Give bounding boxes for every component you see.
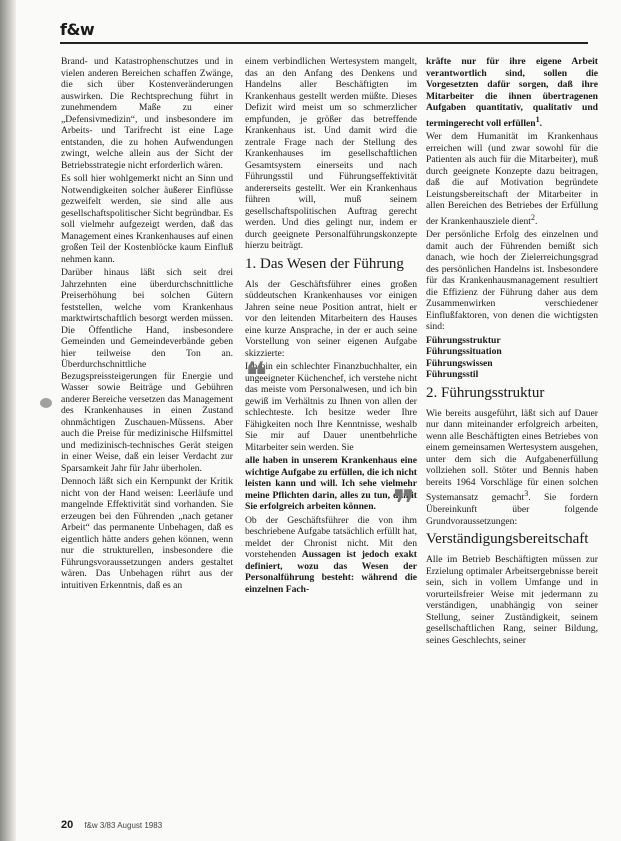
paragraph: Wer dem Humanität im Krankenhaus erreichen will (und zwar sowohl für die Patienten als auch für die Mitarbeiter), muß durch geeignete Konzepte dazu beitragen, daß die auf Motivation begründete Leistungsbereitschaft der Mitarbeiter in allen Bereichen des Betriebes der Erfüllung der Krankenhausziele dient$^2$. xyxy=(426,131,598,227)
paragraph: Als der Geschäftsführer eines großen süddeutschen Krankenhauses vor einigen Jahren seine neue Position antrat, hielt er vor den leitenden Mitarbeitern des Hauses eine kurze Ansprache, in der er auch seine Vorstellung von seiner eigenen Aufgabe skizzierte: xyxy=(245,278,417,359)
page-number: 20 xyxy=(61,819,74,831)
open-quote-icon: ❝ xyxy=(245,354,268,398)
column-2 xyxy=(245,56,417,597)
page-binding-shadow xyxy=(0,0,16,841)
footnote-ref: 2 xyxy=(530,212,535,222)
column-3 xyxy=(426,56,598,648)
factor-list xyxy=(426,335,598,381)
header-rule xyxy=(60,42,588,44)
section-heading: 1. Das Wesen der Führung xyxy=(245,255,404,272)
paragraph-text: . Sie fordern Übereinkunft über folgende Grundvoraussetzungen: xyxy=(426,492,598,527)
paragraph: Dennoch läßt sich ein Kernpunkt der Kritik nicht von der Hand weisen: Leerläufe und mangelnde Effektivität sind vorhanden. Sie erzeugen bei den Führenden „nach getaner Arbeit“ das permanente Unbehagen, daß es eigentlich hätte anders gehen können, wenn nur die strukturellen, insbesondere die Führungsvoraussetzungen anders gestaltet wären. Das Unbehagen rührt aus der intuitiven Erkenntnis, daß es an xyxy=(61,476,233,591)
close-quote-icon: ❞ xyxy=(392,481,415,526)
paragraph-text: Ob der Geschäftsführer die von ihm beschriebene Aufgabe tatsächlich erfüllt hat, meldet der Chronist nicht. Mit den vorstehenden xyxy=(245,514,417,560)
footnote-ref: 1 xyxy=(535,114,540,124)
section-heading: 2. Führungsstruktur xyxy=(426,384,545,401)
subsection-heading: Verständigungsbereitschaft xyxy=(426,531,589,548)
paragraph-text: Wer dem Humanität im Krankenhaus erreichen will (und zwar sowohl für die Patienten als auch für die Mitarbeiter), muß durch geeignete Konzepte dazu beitragen, daß die auf Motivation begründete Leistungsbereitschaft der Mitarbeiter in allen Bereichen des Betriebes der Erfüllung der Krankenhausziele dient xyxy=(426,131,598,227)
pull-quote xyxy=(245,354,417,526)
column-1 xyxy=(61,56,233,593)
paragraph-text-bold: Aussagen ist jedoch exakt definiert, wozu das Wesen der Personalführung besteht: während die einzelnen Fach- xyxy=(245,549,417,595)
paragraph: Brand- und Katastrophenschutzes und in vielen anderen Bereichen schaffen Zwänge, die sich über Kostenveränderungen auswirken. Die Rechtsprechung führt in zunehmendem Maße zu einer „Defensivmedizin“, und insbesondere im Arbeits- und Tarifrecht ist eine Lage entstanden, die zu hohen Aufwendungen zwingt, welche allein aus der Sicht der Betriebsstrategie nicht erforderlich wären. xyxy=(61,56,233,171)
page-footer xyxy=(61,819,162,831)
paragraph-bold: kräfte nur für ihre eigene Arbeit verantwortlich sind, sollen die Vorgesetzten dafür sorgen, daß ihre Mitarbeiter die ihnen übertragenen Aufgaben quantitativ, qualitativ und termingerecht voll erfüllen$^1$. xyxy=(426,56,598,129)
paragraph-text: kräfte nur für ihre eigene Arbeit verantwortlich sind, sollen die Vorgesetzten dafür sorgen, daß ihre Mitarbeiter die ihnen übertragenen Aufgaben quantitativ, qualitativ und termingerecht voll erfüllen xyxy=(426,56,598,129)
quote-text: Ich bin ein schlechter Finanzbuchhalter, ein ungeeigneter Küchenchef, ich verstehe nicht das meiste vom Personalwesen, und ich bin gewiß im Verhältnis zu Ihnen von allen der schlechteste. Ich besitze weder Ihre Fähigkeiten noch Ihre Kenntnisse, weshalb Sie mir auf Dauer unentbehrliche Mitarbeiter sein werden. Sie xyxy=(245,361,417,453)
list-item: Führungssituation xyxy=(426,346,502,358)
paragraph: einem verbindlichen Wertesystem mangelt, das an den Anfang des Denkens und Handelns aller Beschäftigten im Krankenhaus gestellt werden müßte. Dieses Defizit wird meist um so schmerzlicher empfunden, je größer das betreffende Krankenhaus ist. Und damit wird die zentrale Frage nach der Stellung des Krankenhauses im gesellschaftlichen Gesamtsystem einerseits und nach Führungsstil und Führungseffektivität andererseits gestellt. Wer ein Krankenhaus führen will, muß seinem gesellschaftspolitischen Auftrag gerecht werden. Und dies gelingt nur, indem er durch geeignete Personalführungskonzepte hierzu beiträgt. xyxy=(245,56,417,251)
list-item: Führungsstruktur xyxy=(426,334,501,346)
quote-text-bold: alle haben in unserem Krankenhaus eine wichtige Aufgabe zu erfüllen, die ich nicht leisten kann und will. Ich sehe vielmehr meine Pflichten darin, alles zu tun, damit Sie erfolgreich arbeiten können. xyxy=(245,455,417,512)
page-smudge xyxy=(40,398,52,408)
paragraph xyxy=(245,515,417,596)
journal-logo: f&w xyxy=(60,20,95,39)
paragraph: Der persönliche Erfolg des einzelnen und damit auch der Führenden bemißt sich danach, wie hoch der Zielerreichungsgrad des persönlichen Handelns ist. Insbesondere für das Krankenhausmanagement resultiert die Effizienz der Führung daher aus dem Zusammenwirken verschiedener Einflußfaktoren, von denen die wichtigsten sind: xyxy=(426,229,598,333)
paragraph: Darüber hinaus läßt sich seit drei Jahrzehnten eine überdurchschnittliche Preiserhöhung bei solchen Gütern feststellen, welche vom Krankenhaus marktwirtschaftlich besorgt werden müssen. Die Öffentliche Hand, insbesondere Gemeinden und Gemeindeverbände geben hier teilweise den Ton an. Überdurchschnittliche Bezugspreissteigerungen für Energie und Wasser sowie Beiträge und Gebühren anderer Bereiche versetzen das Management des Krankenhauses in einen Zustand ohnmächtigen Zuschauen-Müssens. Aber auch die Preise für medizinische Hilfsmittel und medizinisch-technisches Gerät steigen in einer Weise, daß ein leiser Verdacht zur Sparsamkeit Jahr für Jahr überholen. xyxy=(61,267,233,474)
paragraph-text: Wie bereits ausgeführt, läßt sich auf Dauer nur dann miteinander erfolgreich arbeiten, wenn alle Beschäftigten eines Betriebes von einem gemeinsamen Wertesystem ausgehen, unter dem sich die Aufgabenerfüllung vollziehen soll. Stöter und Bennis haben bereits 1964 Vorschläge für einen solchen Systemansatz gemacht xyxy=(426,407,598,504)
footer-source: f&w 3/83 August 1983 xyxy=(84,821,163,830)
paragraph: Alle im Betrieb Beschäftigten müssen zur Erzielung optimaler Arbeitsergebnisse bereit sein, sich in vollem Umfange und in vorurteilsfreier Weise mit jedermann zu verständigen, unabhängig von seiner Stellung, seiner Zuständigkeit, seinem gesellschaftlichen Rang, seiner Bildung, seines Geschlechts, seiner xyxy=(426,554,598,646)
footnote-ref: 3 xyxy=(524,489,529,499)
paragraph: Es soll hier wohlgemerkt nicht an Sinn und Notwendigkeiten solcher äußerer Einflüsse gezweifelt werden, sie sind alle aus gesellschaftspolitischer Sicht begründbar. Es soll vielmehr aufgezeigt werden, daß das Management eines Krankenhauses auf einen großen Teil der Kostenblöcke kaum Einfluß nehmen kann. xyxy=(61,173,233,265)
paragraph xyxy=(426,408,598,527)
list-item: Führungsstil xyxy=(426,369,479,381)
list-item: Führungswissen xyxy=(426,357,493,369)
